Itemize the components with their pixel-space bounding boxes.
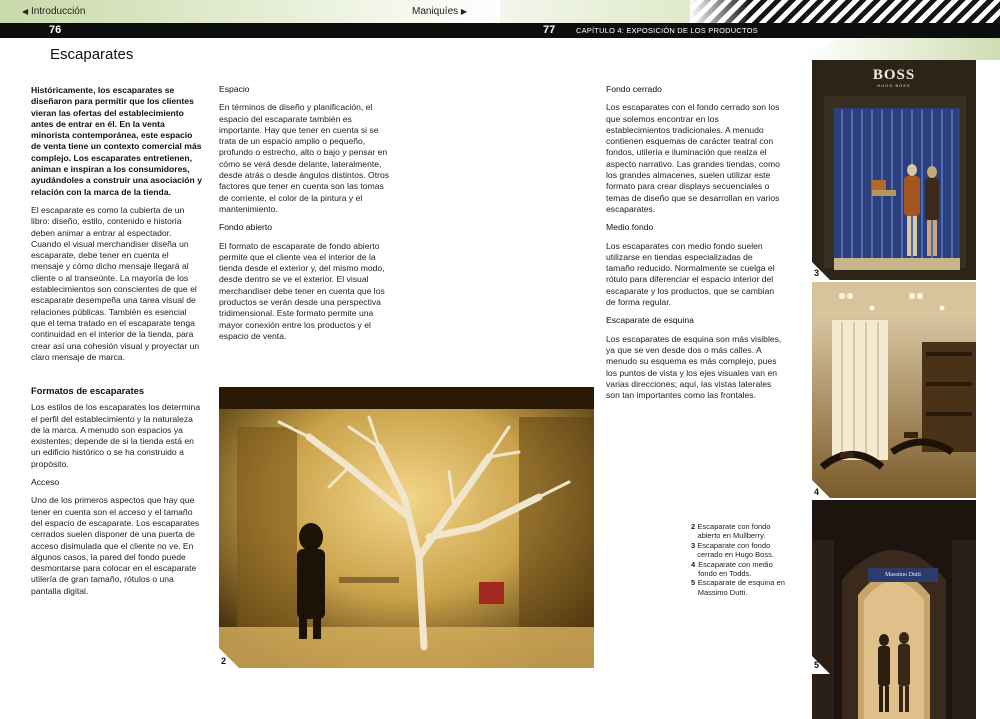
photo-todds-window <box>812 282 976 498</box>
figure-number-4: 4 <box>814 487 820 497</box>
column-3 <box>606 84 782 408</box>
caption-item: 2 Escaparate con fondo abierto en Mullberry. <box>691 522 771 541</box>
column-2 <box>219 84 395 349</box>
column-1-lower <box>31 385 203 604</box>
fondo-abierto-paragraph: El formato de escaparate de fondo abierto permite que el cliente vea el interior de la tienda desde el exterior y, del mismo modo, desde dentro se ve el exterior. El visual merchandiser debe tener en cuenta que los productos se verán desde una perspectiva tridimensional. Este formato permite una mayor conexión entre los productos y el espacio de venta. <box>219 240 385 341</box>
nav-prev-link[interactable] <box>22 6 85 17</box>
header-bar <box>0 23 1000 38</box>
body-paragraph: El escaparate es como la cubierta de un libro: diseño, estilo, contenido e historia deben animar a entrar al espectador. Cuando el visual merchandiser diseña un escaparate, debe tener en cuenta el mensaje y cómo dicho mensaje llegará al cliente o al transeúnte. La mayoría de los establecimientos son conscientes de que el escaparate desempeña una tarea visual de relaciones públicas. También es esencial que el tema tratado en el escaparate tenga continuidad en el interior de la tienda, para crear así una cohesión visual y proyectar un claro mensaje de marca. <box>31 204 200 362</box>
boss-logo <box>812 60 976 96</box>
mulberry-window-illustration <box>219 387 594 668</box>
page-number-left: 76 <box>49 24 62 36</box>
nav-prev-label: Introducción <box>30 6 86 17</box>
todds-illustration <box>812 282 976 498</box>
arrow-right-icon: ▶ <box>460 7 468 16</box>
arrow-left-icon: ◀ <box>22 7 29 16</box>
fondo-cerrado-paragraph: Los escaparates con el fondo cerrado son los que solemos encontrar en los establecimientos tradicionales. A menudo contienen esquemas de carácter teatral con fondos, utilería e iluminación que realza el aspecto narrativo. Las grandes tiendas, como los grandes almacenes, suelen utilizar este formato para crear displays secuenciales o temas de diseño que se desarrollan en varios escaparates. <box>606 102 780 214</box>
captions-list <box>691 522 791 597</box>
nav-green-gradient-right <box>500 0 700 23</box>
chapter-title: CAPÍTULO 4: EXPOSICIÓN DE LOS PRODUCTOS <box>576 26 758 35</box>
figure-number-3: 3 <box>814 268 820 278</box>
intro-paragraph: Históricamente, los escaparates se diseñaron para permitir que los clientes vieran las ofertas del establecimiento antes de entrar en él. En la venta minorista contemporánea, este espacio de venta tiene un contexto comercial más complejo. Los escaparates entretienen, animan e inspiran a los consumidores, ayudándoles a construir una asociación y relación con la marca de la tienda. <box>31 85 202 197</box>
caption-item: 5 Escaparate de esquina en Massimo Dutti. <box>691 578 785 597</box>
subheading-espacio: Espacio <box>219 84 250 94</box>
section-heading-formats: Formatos de escaparates <box>31 385 145 396</box>
caption-item: 3 Escaparate con fondo cerrado en Hugo Boss. <box>691 540 774 560</box>
nav-next-label: Maniquíes <box>412 6 459 17</box>
subheading-esquina: Escaparate de esquina <box>606 315 694 326</box>
subheading-medio-fondo: Medio fondo <box>606 222 654 233</box>
acceso-paragraph: Uno de los primeros aspectos que hay que tener en cuenta son el acceso y el tamaño del espacio de escaparate. Los escaparates cerrados suelen disponer de una puerta de acceso disimulada que el cliente no ve. En algunos casos, la pared del fondo puede desmontarse para colocar en el escaparate utilería de gran tamaño, rótulos o una pantalla digital. <box>31 495 200 596</box>
medio-fondo-paragraph: Los escaparates con medio fondo suelen utilizarse en tiendas especializadas de tamaño reducido. Normalmente se cuelga el rótulo para diferenciar el espacio interior del escaparate y los productos, que se cambian de forma regular. <box>606 240 775 308</box>
subheading-acceso: Acceso <box>31 477 60 488</box>
stripe-fade <box>690 0 750 23</box>
figure-number-5: 5 <box>814 660 820 670</box>
subheading-fondo-cerrado: Fondo cerrado <box>606 84 662 94</box>
subheading-fondo-abierto: Fondo abierto <box>219 222 273 233</box>
formats-paragraph: Los estilos de los escaparates los determina el perfil del establecimiento y la naturaleza de la marca. A menudo son espacios ya existentes; depende de si la tienda está en un edificio histórico o se ha construido a propósito. <box>31 402 201 469</box>
caption-item: 4 Escaparate con medio fondo en Todds. <box>691 559 773 579</box>
boss-logo-subtext: HUGO BOSS <box>877 83 911 88</box>
decorative-green-wedge <box>800 38 1000 60</box>
photo-mulberry-window <box>219 387 594 668</box>
column-1 <box>31 85 203 370</box>
figure-number-2: 2 <box>221 656 227 666</box>
massimo-dutti-sign: Massimo Dutti <box>885 572 921 578</box>
page-number-right: 77 <box>543 24 556 36</box>
photo-massimo-dutti-window <box>812 500 976 719</box>
massimo-dutti-illustration <box>812 500 976 719</box>
nav-next-link[interactable] <box>412 6 467 17</box>
esquina-paragraph: Los escaparates de esquina son más visibles, ya que se ven desde dos o más calles. A menudo su esquema es más complejo, pues los puntos de vista y los ejes visuales van en varias direcciones; aquí, las vistas laterales son tan importantes como las frontales. <box>606 333 782 401</box>
page-title: Escaparates <box>50 46 134 63</box>
boss-logo-text: BOSS <box>872 67 916 83</box>
espacio-paragraph: En términos de diseño y planificación, el espacio del escaparate también es importante. Hay que tener en cuenta si se trata de un espacio amplio o pequeño, profundo o estrecho, alto o bajo y pensar en cómo se verá desde delante, lateralmente, desde atrás o desde ángulos distintos. Otros factores que tener en cuenta son las tomas de corriente, el color de la pintura y el mantenimiento. <box>219 102 390 214</box>
